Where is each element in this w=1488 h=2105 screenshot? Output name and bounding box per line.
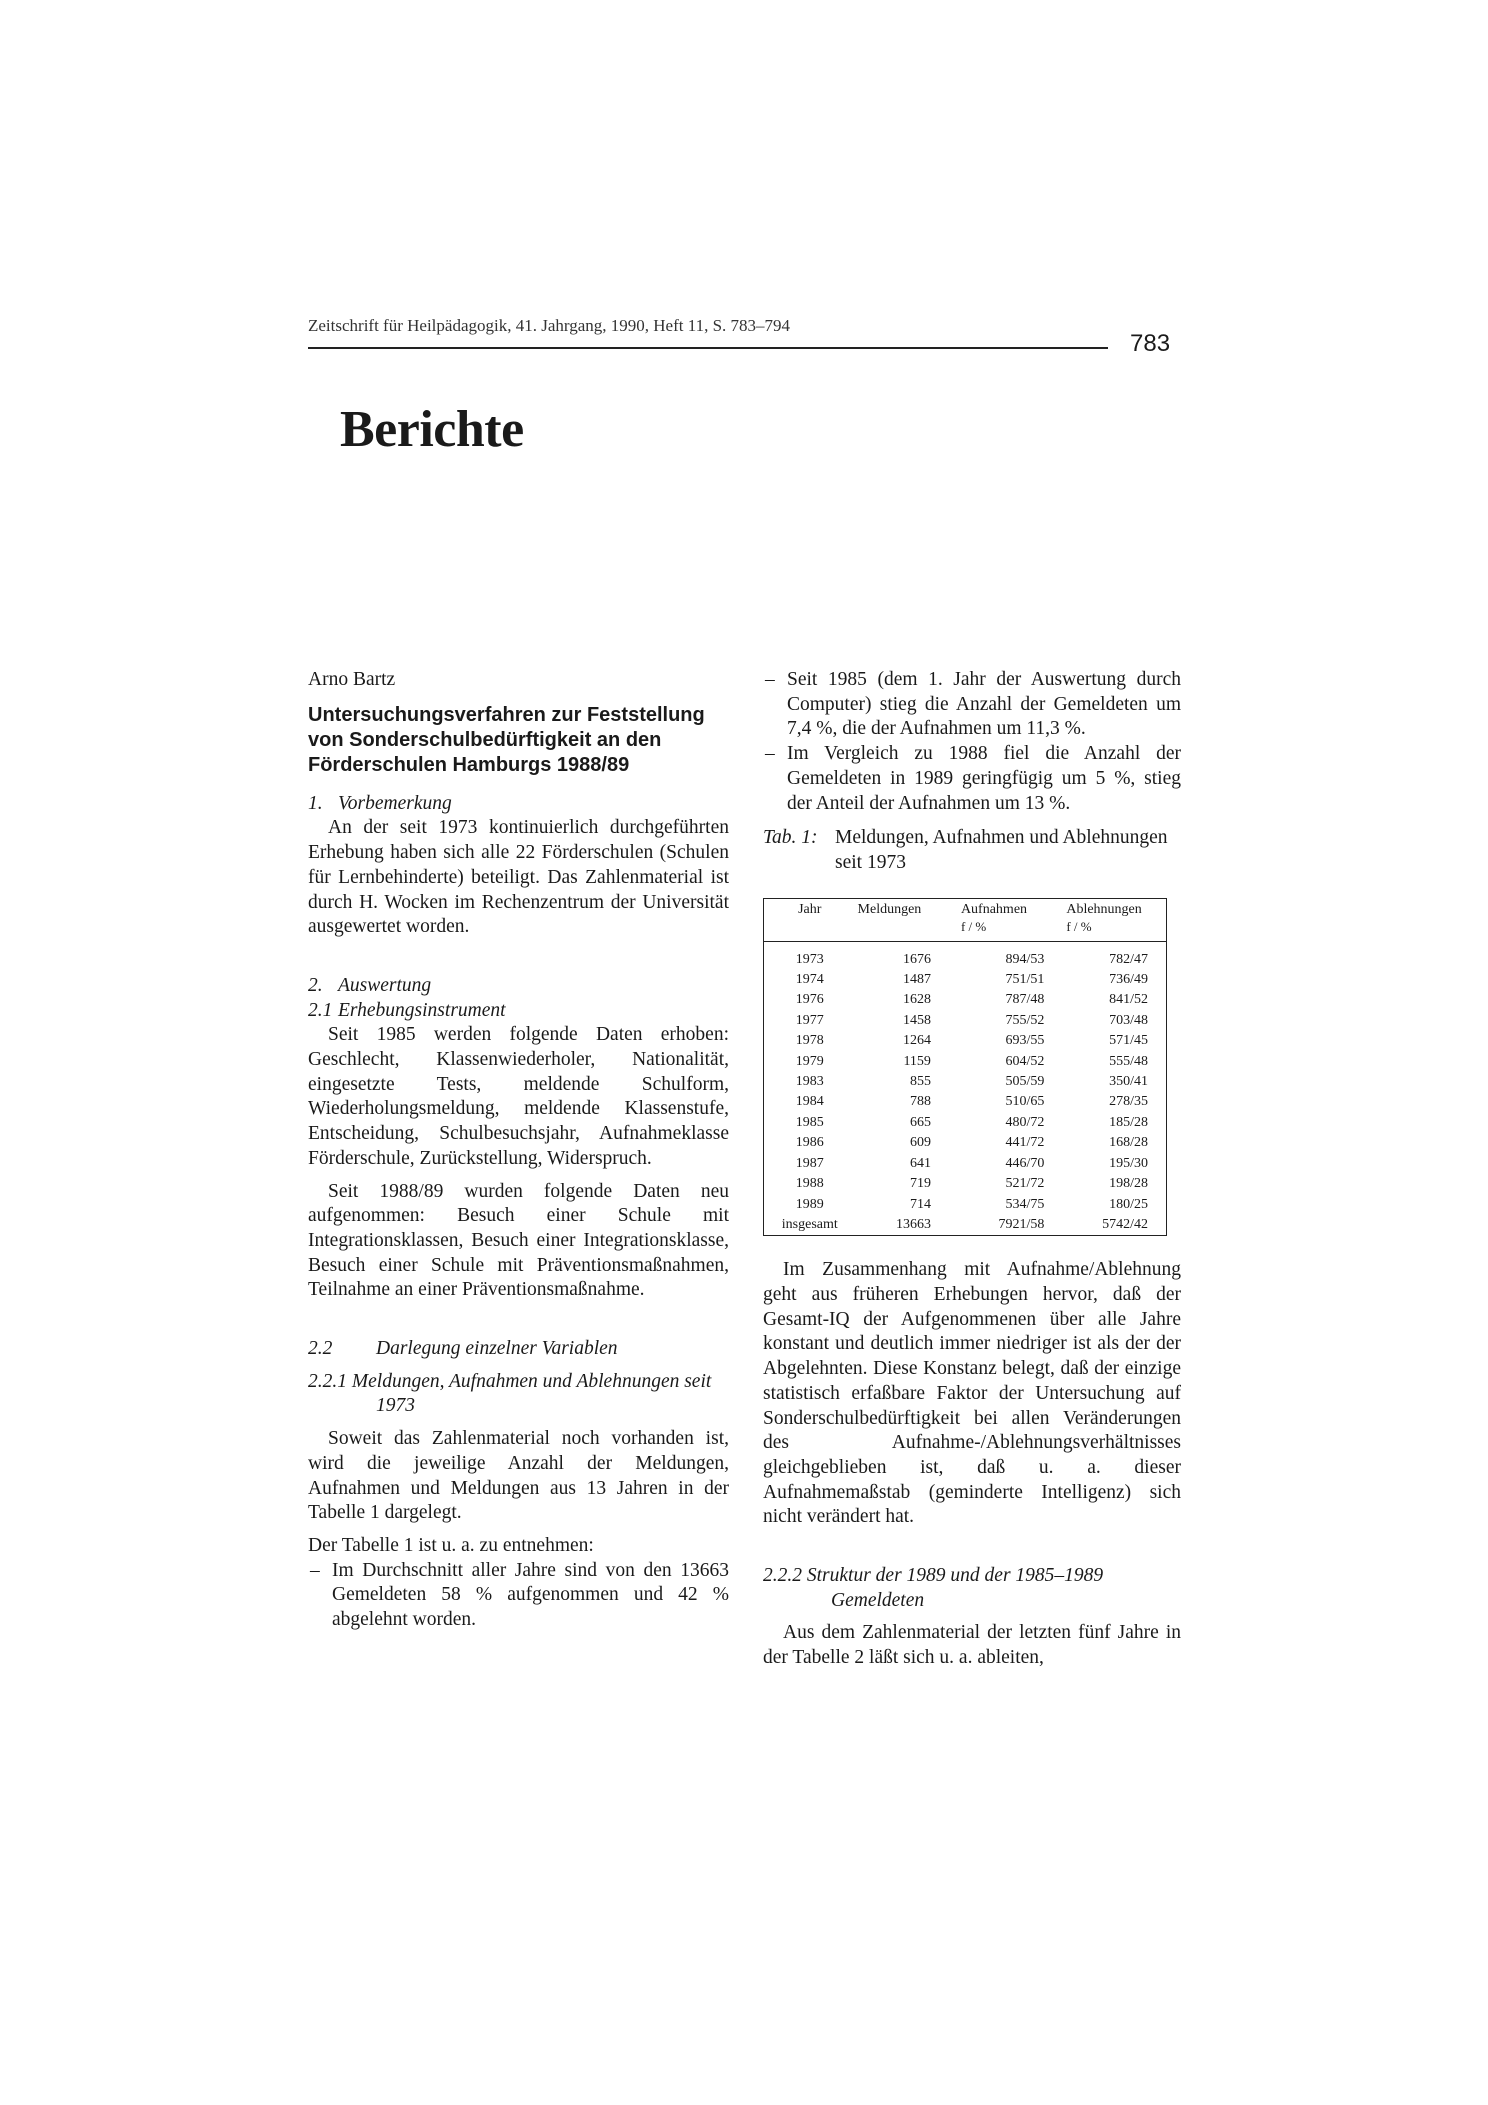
- heading-number: 2.: [308, 974, 323, 996]
- cell-jahr: 1976: [795, 992, 824, 1008]
- cell-ablehnungen: 350/41: [1109, 1074, 1148, 1090]
- cell-ablehnungen: 555/48: [1109, 1053, 1148, 1069]
- heading-text: Vorbemerkung: [338, 792, 452, 814]
- paragraph-zahlenmaterial: Soweit das Zahlenmaterial noch vorhanden ist, wird die jeweilige Anzahl der Meldungen, Aufnahmen und Meldungen aus 13 Jahren in der Tabelle 1 dargelegt.: [308, 1428, 729, 1524]
- cell-aufnahmen: 894/53: [1005, 951, 1045, 967]
- cell-ablehnungen: 185/28: [1109, 1114, 1148, 1130]
- cell-aufnahmen: 7921/58: [998, 1216, 1045, 1232]
- cell-aufnahmen: 693/55: [1005, 1033, 1045, 1049]
- table-1: [763, 898, 1167, 1237]
- table-row: [764, 970, 1166, 990]
- heading-auswertung: [308, 974, 729, 999]
- article-title: Untersuchungsverfahren zur Feststellung von Sonderschulbedürftigkeit an den Förderschulen Hamburgs 1988/89: [308, 703, 705, 776]
- table-row: [764, 1154, 1166, 1174]
- cell-jahr: 1986: [795, 1135, 824, 1151]
- cell-ablehnungen: 180/25: [1109, 1196, 1148, 1212]
- table-label: Tab. 1:: [763, 827, 818, 849]
- cell-ablehnungen: 168/28: [1109, 1135, 1148, 1151]
- cell-jahr: 1985: [795, 1114, 824, 1130]
- table-caption-text: Meldungen, Aufnahmen und Ablehnungen seit 1973: [835, 827, 1168, 873]
- left-column: [308, 668, 729, 1633]
- cell-ablehnungen: 278/35: [1109, 1094, 1148, 1110]
- cell-meldungen: 641: [909, 1155, 931, 1171]
- heading-erhebungsinstrument: [308, 999, 729, 1024]
- dash-marker: –: [765, 669, 775, 690]
- cell-meldungen: 609: [909, 1135, 931, 1151]
- paragraph-erhebung: Seit 1985 werden folgende Daten erhoben: Geschlecht, Klassenwiederholer, Nationalität, eingesetzte Tests, meldende Schulform, Wiederholungsmeldung, meldende Klassenstufe, Entscheidung, Schulbesuchsjahr, Aufnahmeklasse Förderschule, Zurückstellung, Widerspruch.: [308, 1024, 729, 1169]
- cell-jahr: 1977: [795, 1012, 824, 1028]
- table-row: [764, 941, 1166, 970]
- cell-aufnahmen: 755/52: [1005, 1012, 1045, 1028]
- cell-meldungen: 1264: [902, 1033, 931, 1049]
- table-header-row: [764, 899, 1166, 942]
- cell-meldungen: 13663: [895, 1216, 931, 1232]
- list-item: [763, 668, 1181, 742]
- cell-jahr: 1989: [795, 1196, 824, 1212]
- cell-aufnahmen: 505/59: [1005, 1074, 1045, 1090]
- cell-ablehnungen: 5742/42: [1102, 1216, 1148, 1232]
- dash-marker: –: [765, 743, 775, 765]
- table-row: [764, 1011, 1166, 1031]
- heading-text: Darlegung einzelner Variablen: [376, 1338, 618, 1360]
- dash-marker: –: [310, 1559, 320, 1581]
- table-row: [764, 1215, 1166, 1235]
- heading-number: 2.1: [308, 999, 333, 1021]
- cell-ablehnungen: 195/30: [1109, 1155, 1148, 1171]
- cell-meldungen: 1487: [902, 972, 931, 988]
- header-rule: [308, 347, 1108, 349]
- cell-meldungen: 1628: [902, 992, 931, 1008]
- heading-text: Auswertung: [338, 974, 432, 996]
- cell-meldungen: 788: [909, 1094, 931, 1110]
- cell-jahr: 1987: [795, 1155, 824, 1171]
- page-number: 783: [1130, 330, 1171, 357]
- cell-jahr: insgesamt: [781, 1216, 838, 1232]
- table-body: [764, 941, 1166, 1235]
- cell-meldungen: 855: [909, 1074, 931, 1090]
- table-row: [764, 1092, 1166, 1112]
- cell-aufnahmen: 446/70: [1005, 1155, 1045, 1171]
- table-row: [764, 1031, 1166, 1051]
- heading-variablen: [308, 1337, 729, 1362]
- cell-ablehnungen: 841/52: [1109, 992, 1148, 1008]
- journal-header: Zeitschrift für Heilpädagogik, 41. Jahrgang, 1990, Heft 11, S. 783–794: [308, 316, 791, 335]
- cell-ablehnungen: 736/49: [1109, 972, 1148, 988]
- table-row: [764, 1133, 1166, 1153]
- heading-vorbemerkung: [308, 792, 729, 817]
- cell-meldungen: 1159: [903, 1053, 931, 1069]
- paragraph-tabelle-entnehmen: Der Tabelle 1 ist u. a. zu entnehmen:: [308, 1534, 594, 1556]
- paragraph-neue-daten: Seit 1988/89 wurden folgende Daten neu aufgenommen: Besuch einer Schule mit Integrationsklassen, Besuch einer Integrationsklasse, Besuch einer Schule mit Präventionsmaßnahmen, Teilnahme an einer Präventionsmaßnahme.: [308, 1180, 729, 1301]
- table-caption: [763, 826, 1181, 875]
- table-row: [764, 1113, 1166, 1133]
- cell-aufnahmen: 480/72: [1005, 1114, 1045, 1130]
- list-item: [763, 742, 1181, 816]
- cell-jahr: 1978: [795, 1033, 824, 1049]
- table-row: [764, 1072, 1166, 1092]
- cell-aufnahmen: 521/72: [1005, 1176, 1045, 1192]
- cell-ablehnungen: 782/47: [1109, 951, 1148, 967]
- cell-meldungen: 1458: [902, 1012, 931, 1028]
- cell-ablehnungen: 571/45: [1109, 1033, 1148, 1049]
- heading-number: 2.2: [308, 1338, 333, 1360]
- paragraph-zusammenhang: Im Zusammenhang mit Aufnahme/Ablehnung geht aus früheren Erhebungen hervor, daß der Gesamt-IQ der Aufgenommenen über alle Jahre konstant und deutlich immer niedriger ist als der der Abgelehnten. Diese Konstanz belegt, daß der einzige statistisch erfaßbare Faktor der Untersuchung auf Sonderschulbedürftigkeit bei allen Veränderungen des Aufnahme-/Ablehnungsverhältnisses gleichgeblieben ist, daß u. a. dieser Aufnahmemaßstab (geminderte Intelligenz) sich nicht verändert hat.: [763, 1259, 1181, 1528]
- heading-struktur: 2.2.2 Struktur der 1989 und der 1985–1989 Gemeldeten: [763, 1565, 1104, 1611]
- list-item-text: Im Durchschnitt aller Jahre sind von den 13663 Gemeldeten 58 % aufgenommen und 42 % abgelehnt worden.: [332, 1559, 729, 1631]
- cell-meldungen: 714: [909, 1196, 931, 1212]
- cell-meldungen: 719: [909, 1176, 931, 1192]
- paragraph-tabelle-2: Aus dem Zahlenmaterial der letzten fünf Jahre in der Tabelle 2 läßt sich u. a. ableiten,: [763, 1622, 1181, 1669]
- column-header-meldungen: Meldungen: [856, 899, 959, 942]
- list-item-text: Seit 1985 (dem 1. Jahr der Auswertung durch Computer) stieg die Anzahl der Gemeldeten um 7,4 %, die der Aufnahmen um 11,3 %.: [787, 669, 1181, 740]
- cell-jahr: 1979: [795, 1053, 824, 1069]
- heading-number: 1.: [308, 792, 323, 814]
- author: Arno Bartz: [308, 669, 396, 690]
- cell-aufnahmen: 751/51: [1005, 972, 1045, 988]
- paragraph-vorbemerkung: An der seit 1973 kontinuierlich durchgeführten Erhebung haben sich alle 22 Förderschulen (Schulen für Lernbehinderte) beteiligt. Das Zahlenmaterial ist durch H. Wocken im Rechenzentrum der Universität ausgewertet worden.: [308, 817, 729, 938]
- cell-jahr: 1983: [795, 1074, 824, 1090]
- cell-meldungen: 665: [909, 1114, 931, 1130]
- cell-jahr: 1973: [795, 951, 824, 967]
- list-item: [308, 1559, 729, 1633]
- cell-aufnahmen: 787/48: [1005, 992, 1045, 1008]
- cell-jahr: 1984: [795, 1094, 824, 1110]
- cell-aufnahmen: 604/52: [1005, 1053, 1045, 1069]
- heading-meldungen: 2.2.1 Meldungen, Aufnahmen und Ablehnungen seit 1973: [308, 1370, 712, 1417]
- cell-aufnahmen: 510/65: [1005, 1094, 1045, 1110]
- cell-ablehnungen: 703/48: [1109, 1012, 1148, 1028]
- right-column: [763, 668, 1181, 1671]
- cell-aufnahmen: 441/72: [1005, 1135, 1045, 1151]
- column-header-ablehnungen: Ablehnungen f / %: [1064, 899, 1166, 942]
- list-item-text: Im Vergleich zu 1988 fiel die Anzahl der Gemeldeten in 1989 geringfügig um 5 %, stieg der Anteil der Aufnahmen um 13 %.: [787, 743, 1181, 814]
- cell-jahr: 1974: [795, 972, 824, 988]
- cell-meldungen: 1676: [902, 951, 931, 967]
- table-row: [764, 990, 1166, 1010]
- section-title: Berichte: [340, 401, 524, 458]
- column-header-jahr: Jahr: [764, 899, 856, 942]
- cell-aufnahmen: 534/75: [1005, 1196, 1045, 1212]
- column-header-aufnahmen: Aufnahmen f / %: [959, 899, 1064, 942]
- table-row: [764, 1195, 1166, 1215]
- cell-jahr: 1988: [795, 1176, 824, 1192]
- heading-text: Erhebungsinstrument: [338, 999, 506, 1021]
- cell-ablehnungen: 198/28: [1109, 1176, 1148, 1192]
- table-row: [764, 1174, 1166, 1194]
- table-row: [764, 1052, 1166, 1072]
